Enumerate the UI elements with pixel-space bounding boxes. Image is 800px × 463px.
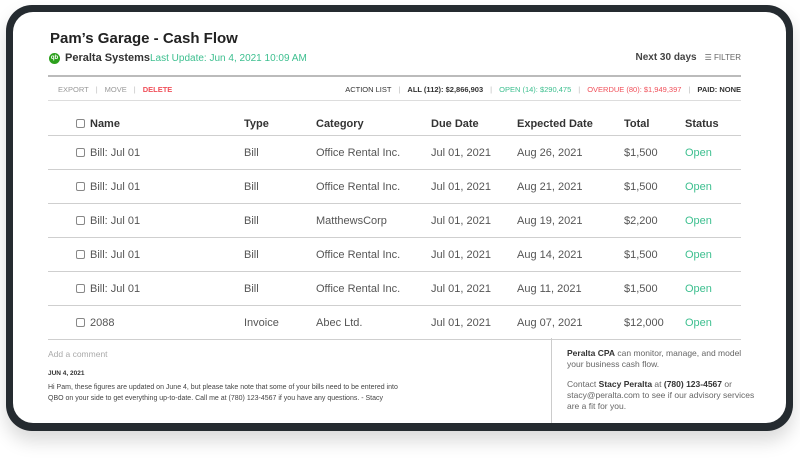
cell-expected-date: Aug 21, 2021 — [517, 181, 583, 193]
contact-name: Stacy Peralta — [598, 379, 653, 389]
comment-date: JUN 4, 2021 — [48, 370, 85, 377]
cell-expected-date: Aug 07, 2021 — [517, 317, 583, 329]
filter-button[interactable] — [705, 53, 741, 62]
filter-icon: ☰ — [704, 53, 715, 62]
cell-status: Open — [685, 317, 712, 329]
cell-category: Office Rental Inc. — [316, 283, 401, 295]
company-name: Peralta Systems — [65, 52, 150, 64]
cell-name: Bill: Jul 01 — [90, 181, 141, 193]
header-controls — [635, 52, 741, 63]
cell-expected-date: Aug 26, 2021 — [517, 147, 583, 159]
cell-name: Bill: Jul 01 — [90, 215, 141, 227]
cell-category: Office Rental Inc. — [316, 181, 401, 193]
separator: | — [133, 85, 136, 94]
table-row[interactable] — [48, 204, 741, 238]
column-header-total[interactable]: Total — [624, 118, 650, 130]
contact-phone: (780) 123-4567 — [663, 379, 723, 389]
cell-total: $1,500 — [624, 181, 658, 193]
cell-status: Open — [685, 147, 712, 159]
column-header-due-date[interactable]: Due Date — [431, 118, 479, 130]
cash-flow-screen — [13, 12, 786, 423]
row-checkbox[interactable] — [76, 318, 85, 327]
table-row[interactable] — [48, 306, 741, 340]
contact-text: Contact — [567, 379, 599, 389]
cell-status: Open — [685, 249, 712, 261]
row-checkbox[interactable] — [76, 284, 85, 293]
cell-category: Office Rental Inc. — [316, 147, 401, 159]
separator: | — [490, 85, 493, 94]
cell-type: Invoice — [244, 317, 279, 329]
overdue-filter-tab[interactable]: OVERDUE (80): $1,949,397 — [587, 85, 682, 94]
comment-input[interactable]: Add a comment — [48, 349, 108, 359]
cell-name: Bill: Jul 01 — [90, 249, 141, 261]
cell-type: Bill — [244, 215, 259, 227]
cell-name: 2088 — [90, 317, 115, 329]
cell-due-date: Jul 01, 2021 — [431, 181, 491, 193]
date-range-select[interactable]: Next 30 days — [635, 52, 697, 63]
divider — [551, 338, 552, 423]
cell-name: Bill: Jul 01 — [90, 147, 141, 159]
table-row[interactable] — [48, 136, 741, 170]
paid-filter-tab[interactable]: PAID: NONE — [697, 85, 741, 94]
column-header-name[interactable]: Name — [90, 118, 120, 130]
table-header — [48, 112, 741, 136]
divider — [48, 100, 741, 101]
separator: | — [95, 85, 98, 94]
all-filter-tab[interactable]: ALL (112): $2,866,903 — [407, 85, 484, 94]
cell-type: Bill — [244, 249, 259, 261]
table-row[interactable] — [48, 272, 741, 306]
row-checkbox[interactable] — [76, 250, 85, 259]
transactions-table — [48, 112, 741, 340]
advisor-text: can monitor, manage, and model your business cash flow. — [567, 348, 742, 369]
table-row[interactable] — [48, 170, 741, 204]
delete-button[interactable]: DELETE — [142, 85, 173, 94]
row-checkbox[interactable] — [76, 216, 85, 225]
contact-text: at — [652, 379, 664, 389]
action-list-tab[interactable]: ACTION LIST — [345, 85, 392, 94]
separator: | — [398, 85, 401, 94]
firm-name: Peralta CPA — [567, 348, 616, 358]
row-checkbox[interactable] — [76, 148, 85, 157]
last-update: Last Update: Jun 4, 2021 10:09 AM — [150, 53, 307, 64]
bulk-actions — [58, 85, 172, 94]
separator: | — [578, 85, 581, 94]
cell-due-date: Jul 01, 2021 — [431, 283, 491, 295]
cell-due-date: Jul 01, 2021 — [431, 215, 491, 227]
cell-name: Bill: Jul 01 — [90, 283, 141, 295]
divider — [48, 75, 741, 77]
contact-text: or stacy@peralta.com to see if our advisory services are a fit for you. — [567, 379, 755, 411]
quickbooks-logo-icon: qb — [49, 53, 60, 64]
select-all-checkbox[interactable] — [76, 119, 85, 128]
page-title: Pam’s Garage - Cash Flow — [50, 30, 238, 47]
column-header-type[interactable]: Type — [244, 118, 269, 130]
open-filter-tab[interactable]: OPEN (14): $290,475 — [499, 85, 572, 94]
cell-due-date: Jul 01, 2021 — [431, 317, 491, 329]
cell-category: MatthewsCorp — [316, 215, 387, 227]
cell-category: Abec Ltd. — [316, 317, 363, 329]
row-checkbox[interactable] — [76, 182, 85, 191]
cell-expected-date: Aug 19, 2021 — [517, 215, 583, 227]
status-filters — [345, 85, 741, 94]
separator: | — [688, 85, 691, 94]
column-header-status[interactable]: Status — [685, 118, 719, 130]
cell-total: $2,200 — [624, 215, 658, 227]
cell-expected-date: Aug 14, 2021 — [517, 249, 583, 261]
cell-type: Bill — [244, 181, 259, 193]
column-header-category[interactable]: Category — [316, 118, 364, 130]
cell-total: $12,000 — [624, 317, 664, 329]
cell-type: Bill — [244, 147, 259, 159]
cell-category: Office Rental Inc. — [316, 249, 401, 261]
column-header-expected-date[interactable]: Expected Date — [517, 118, 593, 130]
cell-total: $1,500 — [624, 283, 658, 295]
cell-due-date: Jul 01, 2021 — [431, 249, 491, 261]
cell-status: Open — [685, 181, 712, 193]
cell-total: $1,500 — [624, 249, 658, 261]
cell-total: $1,500 — [624, 147, 658, 159]
cell-status: Open — [685, 283, 712, 295]
comment-text: Hi Pam, these figures are updated on June 4, but please take note that some of your bills need to be entered into QBO on your side to get everything up-to-date. Call me at (780) 123-4567 if you have any questions. - Stacy — [48, 384, 398, 402]
move-button[interactable]: MOVE — [104, 85, 127, 94]
filter-label: FILTER — [714, 53, 741, 62]
cell-status: Open — [685, 215, 712, 227]
cell-type: Bill — [244, 283, 259, 295]
export-button[interactable]: EXPORT — [58, 85, 89, 94]
cell-expected-date: Aug 11, 2021 — [517, 283, 582, 295]
cell-due-date: Jul 01, 2021 — [431, 147, 491, 159]
advisor-info — [567, 348, 757, 412]
table-row[interactable] — [48, 238, 741, 272]
